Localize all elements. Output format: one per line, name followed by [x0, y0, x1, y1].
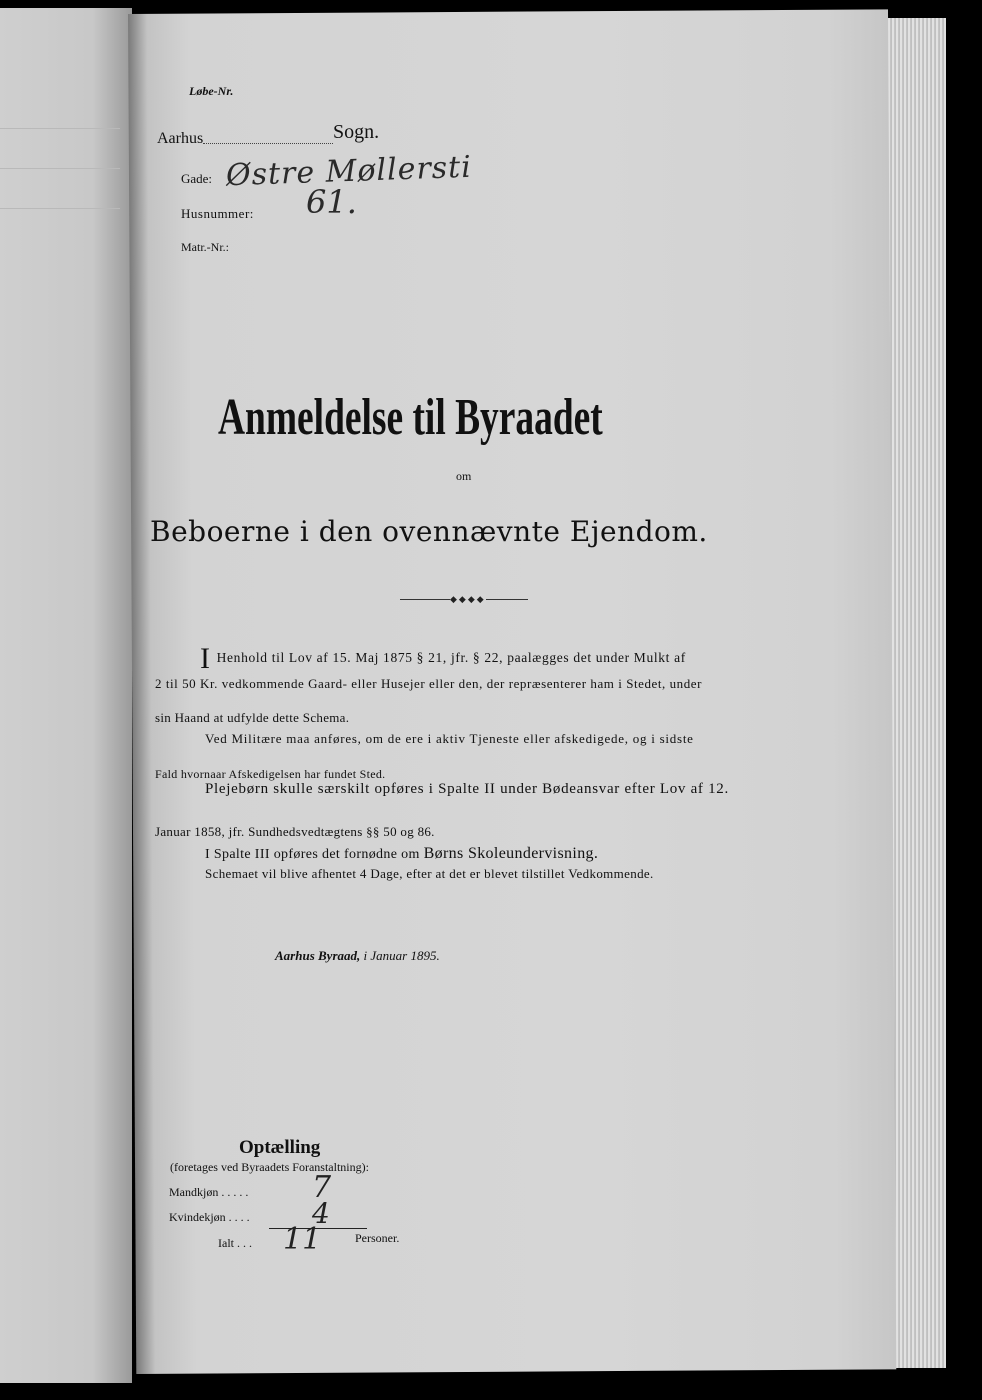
paragraph-3-line-2: Januar 1858, jfr. Sundhedsvedtægtens §§ 50 og 86.: [155, 824, 435, 839]
mandkjon-value: 7: [312, 1170, 332, 1205]
signature-line: [275, 948, 440, 964]
drop-cap: I: [200, 642, 211, 675]
faint-rule: [0, 128, 120, 129]
paragraph-1-text: Henhold til Lov af 15. Maj 1875 § 21, jfr. § 22, paalægges det under Mulkt af: [216, 650, 686, 665]
paragraph-1: [200, 642, 686, 676]
paragraph-3: Plejebørn skulle særskilt opføres i Spalte II under Bødeansvar efter Lov af 12.: [205, 781, 729, 797]
matr-nr-label: Matr.-Nr.:: [181, 240, 229, 254]
gade-label: Gade:: [181, 171, 213, 186]
paragraph-4: [205, 845, 598, 863]
faint-rule: [0, 208, 120, 209]
aarhus-label: Aarhus: [157, 130, 204, 147]
page-title: Anmeldelse til Byraadet: [218, 389, 603, 446]
paragraph-5: Schemaet vil blive afhentet 4 Dage, efter at det er blevet tilstillet Vedkommende.: [205, 866, 654, 881]
paragraph-1-line-2: 2 til 50 Kr. vedkommende Gaard- eller Husejer eller den, der repræsenterer ham i Stedet, under: [155, 676, 702, 691]
faint-rule: [0, 168, 120, 169]
paragraph-1-line-3: sin Haand at udfylde dette Schema.: [155, 710, 350, 725]
paragraph-4-emphasis: Børns Skoleundervisning.: [423, 845, 599, 862]
lobe-nr-label: Løbe-Nr.: [189, 84, 234, 98]
sogn-label: Sogn.: [333, 121, 380, 143]
title-connector: om: [456, 469, 472, 483]
kvindekjon-value: 4: [312, 1197, 330, 1230]
page-subtitle: Beboerne i den ovennævnte Ejendom.: [150, 515, 708, 548]
personer-label: Personer.: [355, 1231, 400, 1245]
signature-name: Aarhus Byraad,: [275, 948, 361, 963]
count-subtitle: (foretages ved Byraadets Foranstaltning):: [170, 1160, 369, 1174]
paragraph-4-text: I Spalte III opføres det fornødne om: [205, 847, 420, 862]
left-page: [0, 8, 132, 1383]
mandkjon-label: Mandkjøn . . . . .: [169, 1185, 249, 1199]
husnummer-label: Husnummer:: [181, 206, 254, 221]
gade-value-handwritten: Østre Møllersti: [225, 149, 473, 194]
paragraph-2: Ved Militære maa anføres, om de ere i aktiv Tjeneste eller afskedigede, og i sidste: [205, 731, 694, 746]
sogn-fill-line: [203, 143, 333, 144]
ornament-divider: ◆◆◆◆: [400, 596, 528, 604]
count-title: Optælling: [239, 1137, 321, 1158]
husnummer-value-handwritten: 61.: [306, 183, 357, 221]
paragraph-2-line-2: Fald hvornaar Afskedigelsen har fundet Sted.: [155, 767, 386, 781]
ialt-value: 11: [283, 1222, 322, 1257]
ialt-label: Ialt . . .: [218, 1236, 252, 1250]
kvindekjon-label: Kvindekjøn . . . .: [169, 1210, 250, 1224]
signature-date: i Januar 1895.: [363, 948, 440, 963]
